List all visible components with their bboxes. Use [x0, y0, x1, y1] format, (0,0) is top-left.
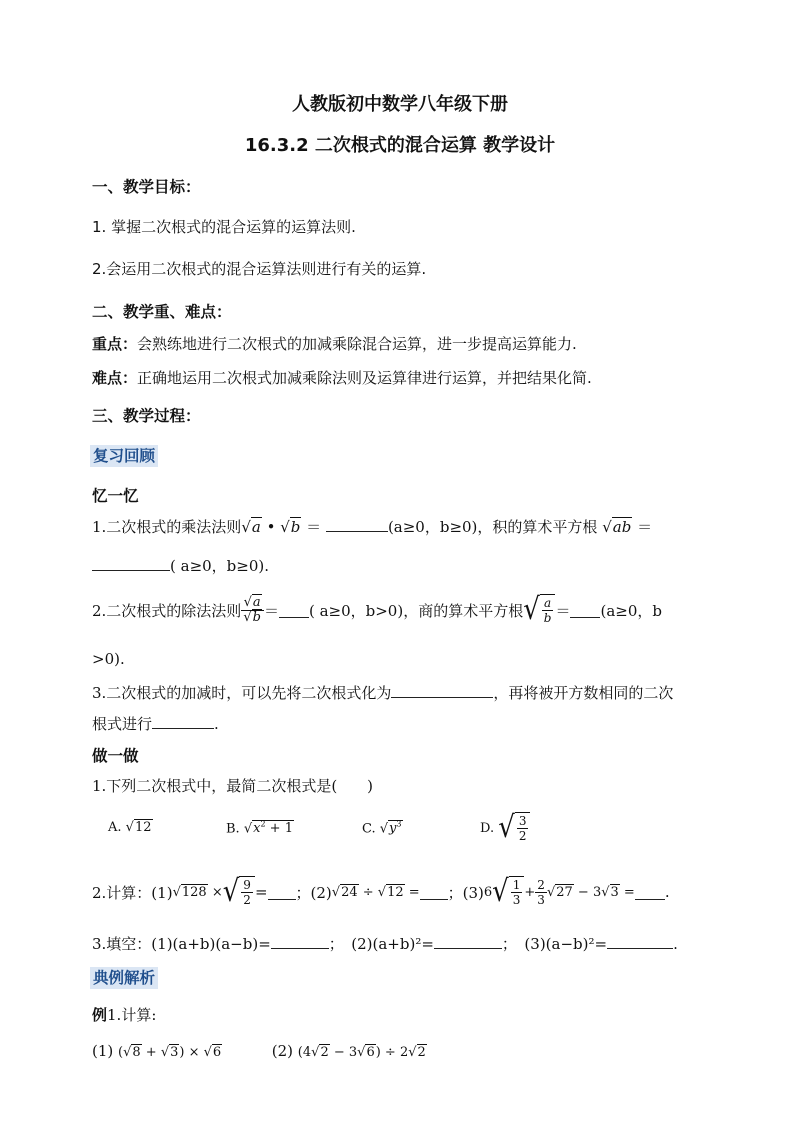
option-a: A. √12 [108, 820, 152, 835]
focus-label: 重点： [92, 335, 138, 353]
recall-question-3-cont: 根式进行 . [92, 715, 219, 733]
process-heading: 三、教学过程： [92, 407, 201, 425]
keypoints-heading: 二、教学重、难点： [92, 303, 232, 321]
example-1-problems: (1) (√8 + √3) × √6 (2) (4√2 − 3√6) ÷ 2√2 [92, 1042, 426, 1060]
example-tag: 典例解析 [90, 966, 158, 988]
objective-1: 1. 掌握二次根式的混合运算的运算法则. [92, 218, 356, 236]
objectives-heading: 一、教学目标： [92, 178, 201, 196]
focus-text: 会熟练地进行二次根式的加减乘除混合运算，进一步提高运算能力. [137, 335, 577, 353]
recall-question-1: 1.二次根式的乘法法则√a • √b ＝ (a≥0，b≥0)，积的算术平方根 √ab ＝ [92, 518, 653, 536]
practice-question-3: 3.填空：(1)(a+b)(a−b)= ； (2)(a+b)²= ； (3)(a−b)²= . [92, 935, 678, 953]
document-title: 人教版初中数学八年级下册 [292, 94, 508, 115]
recall-question-1-cont: ( a≥0，b≥0). [92, 555, 269, 576]
practice-question-2: 2.计算：(1) √128 × √ $\frac{9}{2}$ = ；(2) √24 ÷ √12 = ；(3) 6 √ $\frac{1}{3}$ + $\frac{2}{3}$ √27 − 3√3 = . [92, 874, 670, 910]
difficulty-label: 难点： [92, 369, 138, 387]
objective-2: 2.会运用二次根式的混合运算法则进行有关的运算. [92, 260, 427, 278]
difficulty-line [92, 367, 592, 388]
example-1: 例1.计算: [92, 1006, 157, 1024]
lesson-title: 16.3.2 二次根式的混合运算 教学设计 [244, 135, 556, 156]
recall-question-3: 3.二次根式的加减时，可以先将二次根式化为 ，再将被开方数相同的二次 [92, 684, 674, 702]
difficulty-text: 正确地运用二次根式加减乘除法则及运算律进行运算，并把结果化简. [137, 369, 592, 387]
option-d: D. √ $\frac{3}{2}$ [480, 812, 530, 844]
review-tag: 复习回顾 [90, 444, 158, 466]
practice-question-1: 1.下列二次根式中，最简二次根式是( ) [92, 777, 374, 795]
option-b: B. $√x^2 + 1$ [226, 820, 293, 837]
practice-heading: 做一做 [92, 747, 139, 765]
recall-question-2: 2.二次根式的除法法则 $\frac{√a}{√b}$ ＝ ( a≥0，b>0)，商的算术平方根 √ $\frac{a}{b}$ ＝ (a≥0，b [92, 592, 662, 628]
recall-question-2-cont: >0). [92, 650, 125, 668]
focus-line [92, 333, 577, 354]
option-c: C. $√y^3$ [362, 820, 402, 837]
recall-heading: 忆一忆 [92, 487, 139, 505]
